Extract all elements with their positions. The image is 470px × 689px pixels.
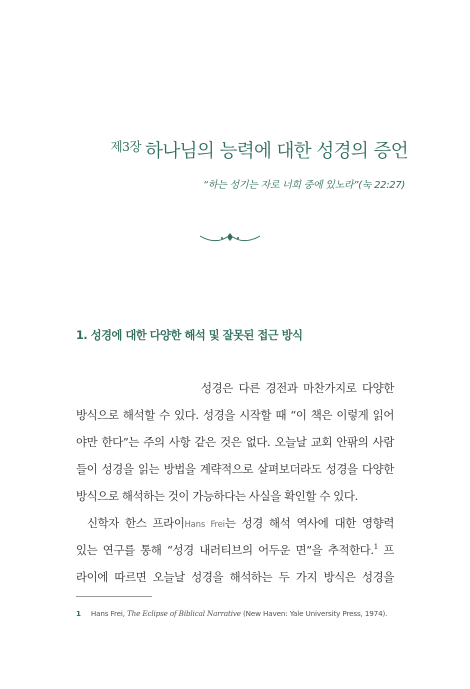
body-line-1-3: 야만 한다”는 주의 사항 같은 것은 없다. 오늘날 교회 안팎의 사람	[76, 435, 394, 449]
section-heading: 1. 성경에 대한 다양한 해석 및 잘못된 접근 방식	[76, 329, 303, 342]
text-run: 프	[377, 543, 394, 557]
flourish-ornament-icon	[198, 230, 262, 244]
footnote-author: Hans Frei,	[90, 609, 127, 618]
body-line-2-2	[76, 542, 394, 558]
chapter-heading	[110, 137, 408, 163]
footnote-book-title: The Eclipse of Biblical Narrative	[127, 609, 241, 618]
body-line-1-1: 성경은 다른 경전과 마찬가지로 다양한	[201, 381, 394, 395]
footnote-number: 1	[76, 609, 81, 618]
body-line-2-3: 라이에 따르면 오늘날 성경을 해석하는 두 가지 방식은 성경을	[76, 570, 394, 584]
chapter-number: 제3장	[110, 139, 142, 154]
original-name: Hans Frei	[184, 520, 225, 530]
body-line-2-1	[87, 515, 394, 531]
text-run: 는 성경 해석 역사에 대한 영향력	[224, 516, 394, 530]
footnote	[76, 609, 387, 618]
text-run: 신학자 한스 프라이	[87, 516, 185, 530]
footnote-publication: (New Haven: Yale University Press, 1974).	[240, 609, 388, 618]
footnote-divider	[76, 596, 152, 597]
footnote-ref[interactable]: 1	[373, 543, 378, 551]
chapter-title: 하나님의 능력에 대한 성경의 증언	[145, 141, 408, 162]
body-line-1-4: 들이 성경을 읽는 방법을 계략적으로 살펴보더라도 성경을 다양한	[76, 462, 394, 476]
text-run: 있는 연구를 통해 “성경 내러티브의 어두운 면”을 추적한다.	[76, 543, 374, 557]
chapter-epigraph: “하는 성기는 자로 너희 중에 있노라”(눅 22:27)	[203, 180, 405, 191]
body-line-1-5: 방식으로 해석하는 것이 가능하다는 사실을 확인할 수 있다.	[76, 489, 358, 503]
body-line-1-2: 방식으로 해석할 수 있다. 성경을 시작할 때 “이 책은 이렇게 읽어	[76, 408, 394, 422]
